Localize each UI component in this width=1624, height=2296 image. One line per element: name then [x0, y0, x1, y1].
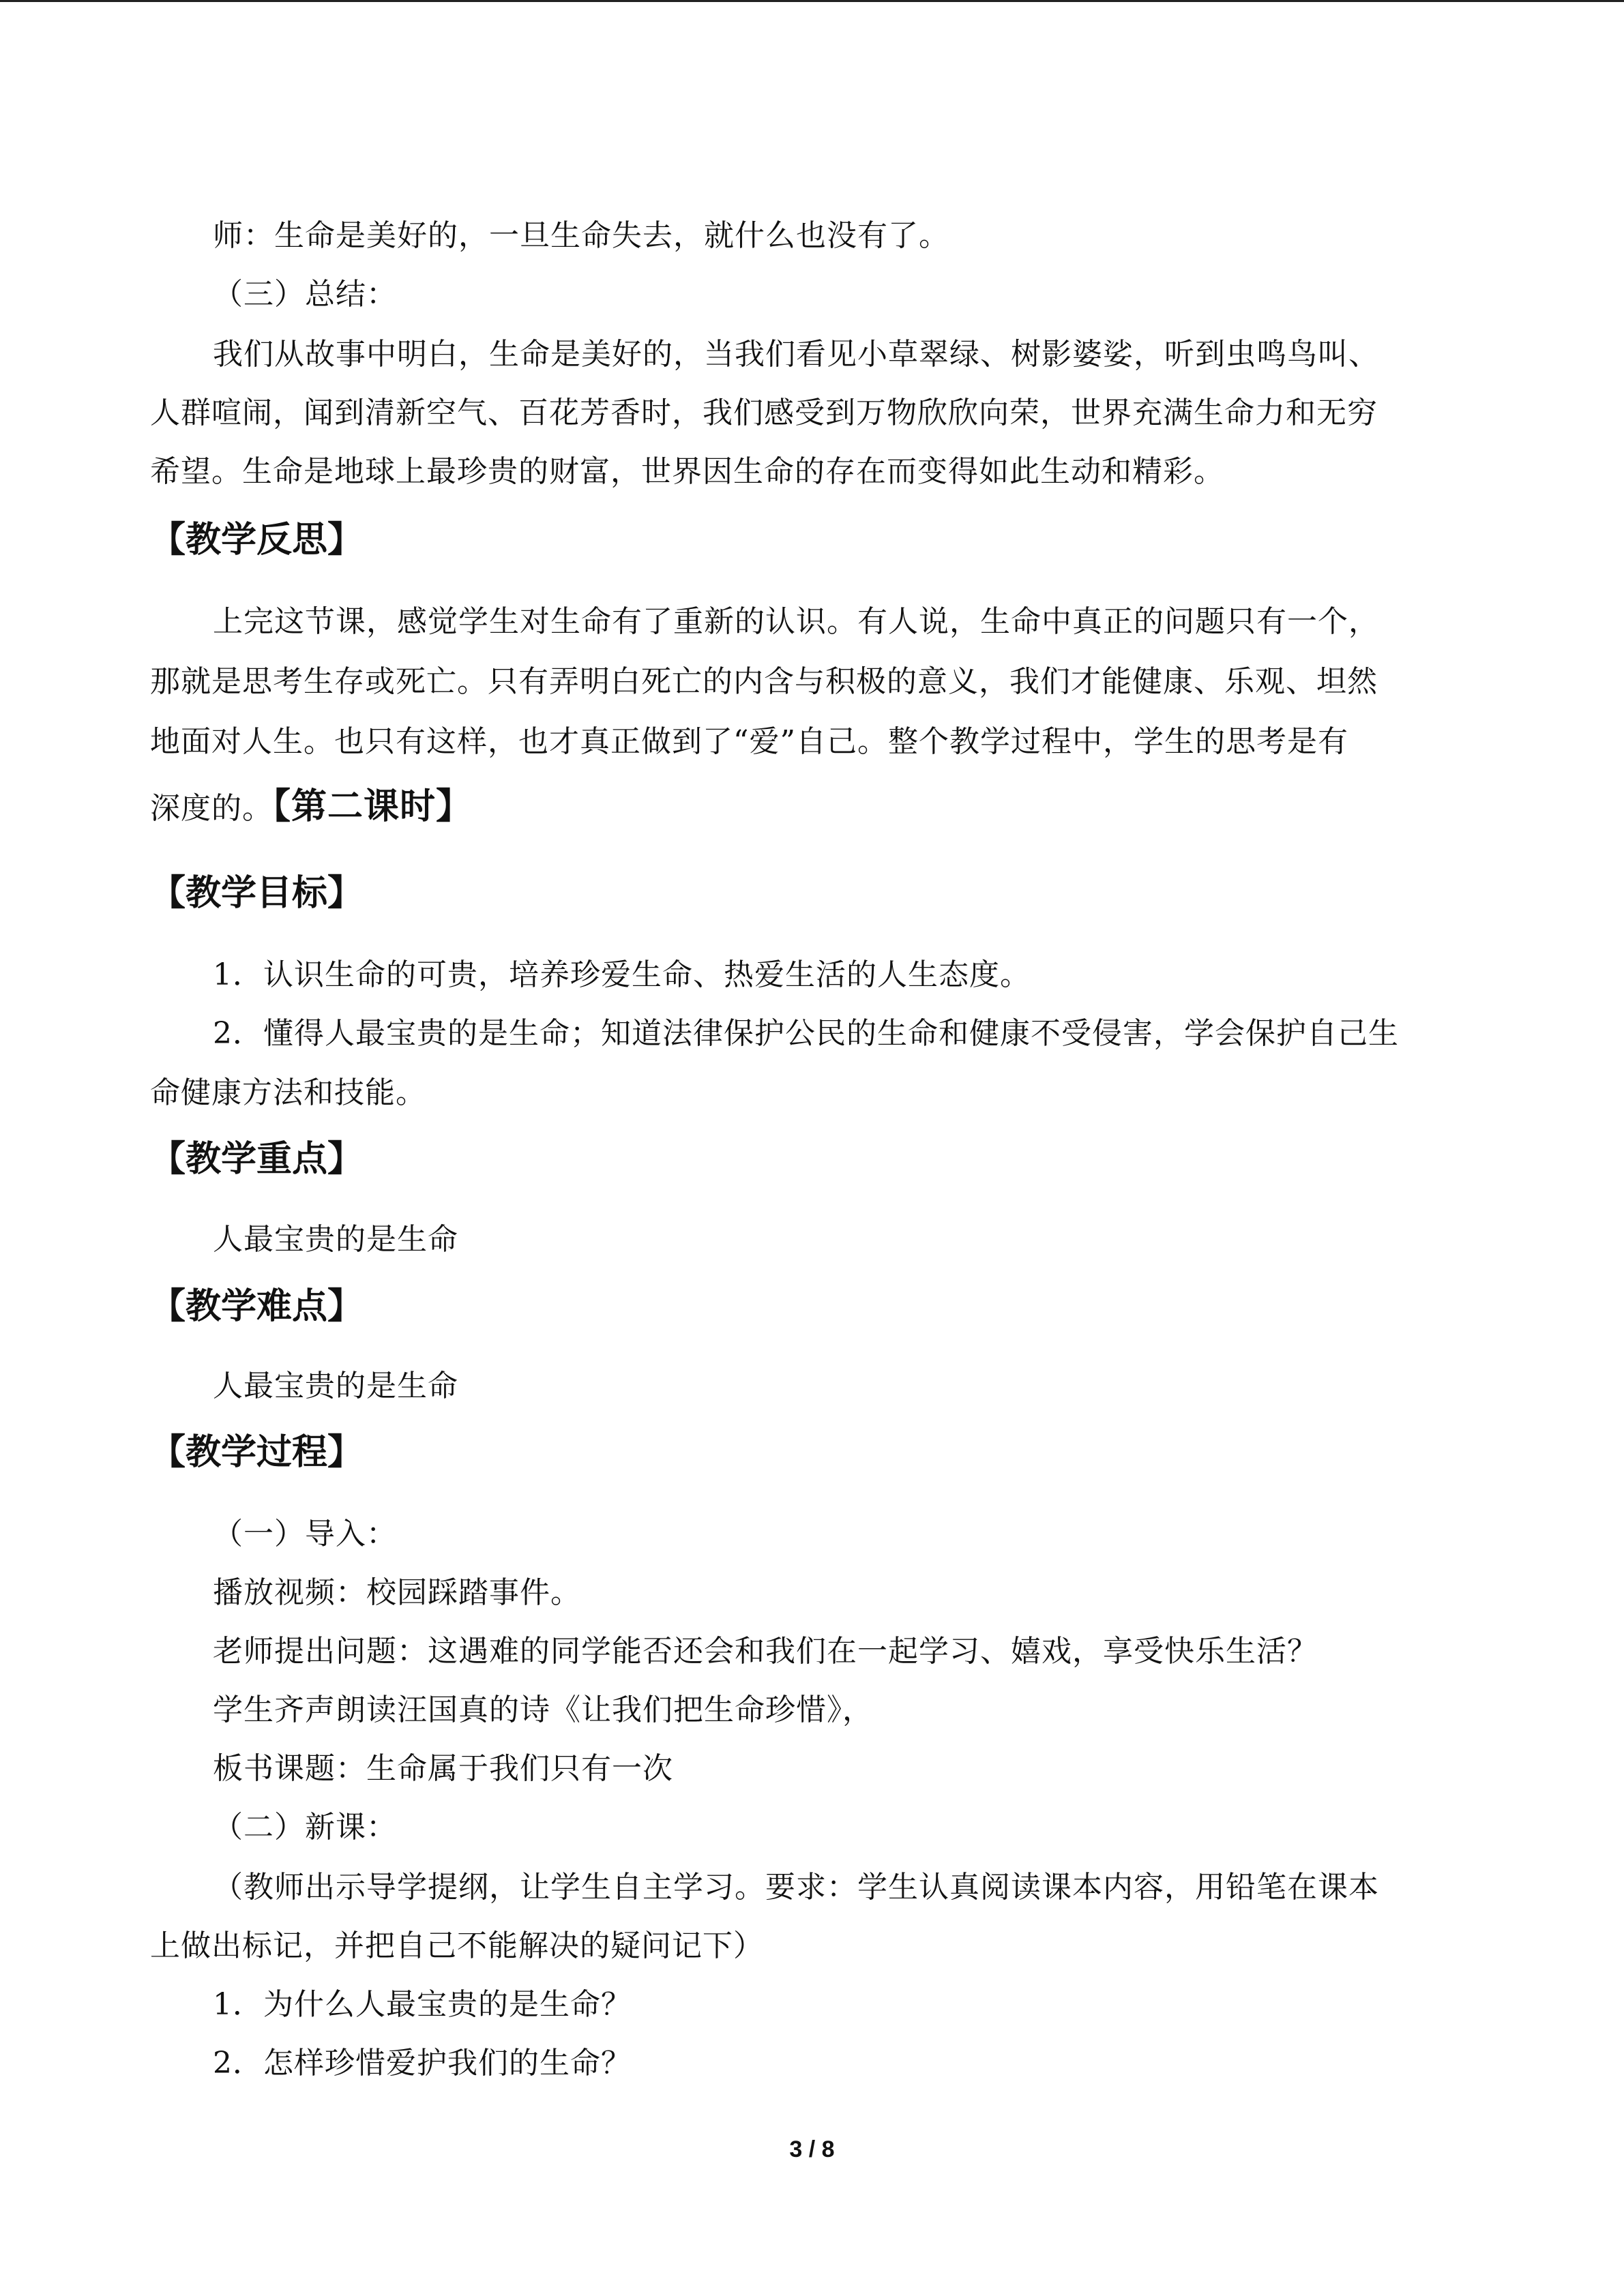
paragraph-line: 学生齐声朗读汪国真的诗《让我们把生命珍惜》，	[213, 1693, 873, 1727]
heading-second-lesson: 【第二课时】	[273, 786, 473, 827]
heading-teaching-reflection: 【教学反思】	[150, 520, 364, 561]
paragraph-line: 地面对人生。也只有这样，也才真正做到了“爱”自己。整个教学过程中，学生的思考是有	[150, 724, 1348, 759]
list-item: 1．为什么人最宝贵的是生命？	[213, 1987, 632, 2022]
paragraph-line: 上做出标记，并把自己不能解决的疑问记下）	[150, 1928, 764, 1963]
paragraph-line: 板书课题：生命属于我们只有一次	[213, 1751, 673, 1786]
heading-teaching-difficulty: 【教学难点】	[150, 1286, 364, 1327]
section-label: （一）导入：	[213, 1517, 397, 1551]
paragraph-line: 那就是思考生存或死亡。只有弄明白死亡的内含与积极的意义，我们才能健康、乐观、坦然	[150, 664, 1378, 699]
paragraph-line: 我们从故事中明白，生命是美好的，当我们看见小草翠绿、树影婆娑，听到虫鸣鸟叫、	[213, 337, 1379, 372]
page-number: 3 / 8	[789, 2136, 835, 2162]
heading-teaching-goals: 【教学目标】	[150, 873, 364, 914]
list-item: 1．认识生命的可贵，培养珍爱生命、热爱生活的人生态度。	[213, 957, 1031, 992]
heading-teaching-focus: 【教学重点】	[150, 1139, 364, 1180]
paragraph-line: 师：生命是美好的，一旦生命失去，就什么也没有了。	[213, 218, 949, 253]
paragraph-line: 播放视频：校园踩踏事件。	[213, 1575, 581, 1610]
list-item-continuation: 命健康方法和技能。	[150, 1075, 426, 1110]
paragraph-line: 希望。生命是地球上最珍贵的财富，世界因生命的存在而变得如此生动和精彩。	[150, 454, 1224, 489]
paragraph-line: 人最宝贵的是生命	[213, 1369, 458, 1403]
heading-teaching-process: 【教学过程】	[150, 1432, 364, 1473]
section-label: （二）新课：	[213, 1810, 397, 1845]
paragraph-line: 人最宝贵的是生命	[213, 1222, 458, 1257]
list-item: 2．懂得人最宝贵的是生命；知道法律保护公民的生命和健康不受侵害，学会保护自己生	[213, 1016, 1399, 1051]
paragraph-line	[150, 788, 472, 828]
paragraph-line: （教师出示导学提纲，让学生自主学习。要求：学生认真阅读课本内容，用铅笔在课本	[213, 1870, 1379, 1905]
paragraph-line: 老师提出问题：这遇难的同学能否还会和我们在一起学习、嬉戏，享受快乐生活？	[213, 1634, 1318, 1669]
paragraph-line: 人群喧闹，闻到清新空气、百花芳香时，我们感受到万物欣欣向荣，世界充满生命力和无穷	[150, 396, 1378, 430]
paragraph-text: 深度的。	[150, 791, 273, 826]
section-label: （三）总结：	[213, 277, 397, 312]
top-border	[0, 0, 1624, 2]
list-item: 2．怎样珍惜爱护我们的生命？	[213, 2046, 632, 2081]
paragraph-line: 上完这节课，感觉学生对生命有了重新的认识。有人说，生命中真正的问题只有一个，	[213, 604, 1379, 639]
